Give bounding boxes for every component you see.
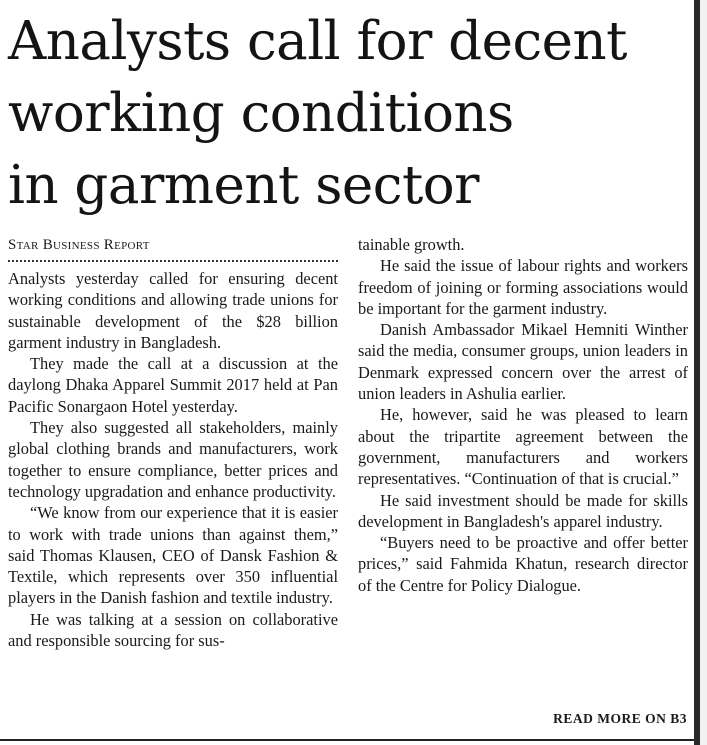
paragraph: Analysts yesterday called for ensuring decent working conditions and allowing trade unions for sustainable development of the $28 billion garment industry in Bangladesh. xyxy=(8,269,338,352)
read-more-link[interactable]: READ MORE ON B3 xyxy=(553,711,687,726)
paragraph: Danish Ambassador Mikael Hemniti Winther said the media, consumer groups, union leaders in Denmark expressed concern over the arrest of union leaders in Ashulia earlier. xyxy=(358,320,688,404)
paragraph: They also suggested all stakeholders, mainly global clothing brands and manufacturers, work together to ensure compliance, better prices and technology upgradation and enhance productivity. xyxy=(8,418,338,501)
paragraph: tainable growth. xyxy=(358,235,465,254)
headline-line-2: working conditions xyxy=(8,83,514,144)
dotted-divider xyxy=(8,260,338,262)
byline: Star Business Report xyxy=(8,237,150,253)
page-edge xyxy=(700,0,707,745)
paragraph: He said investment should be made for skills development in Bangladesh's apparel industry. xyxy=(358,490,688,531)
paragraph: He was talking at a session on collaborative and responsible sourcing for sus- xyxy=(8,609,338,651)
paragraph: “We know from our experience that it is easier to work with trade unions than against them,” said Thomas Klausen, CEO of Dansk Fashion & Textile, which represents over 350 influential players in the Danish fashion and textile industry. xyxy=(8,503,338,608)
paragraph: They made the call at a discussion at the daylong Dhaka Apparel Summit 2017 held at Pan Pacific Sonargaon Hotel yesterday. xyxy=(8,354,338,416)
headline xyxy=(8,6,688,222)
paragraph: He said the issue of labour rights and workers freedom of joining or forming associations would be important for the garment industry. xyxy=(358,256,688,318)
article-column-left xyxy=(8,234,338,651)
headline-line-3: in garment sector xyxy=(8,155,479,216)
headline-line-1: Analysts call for decent xyxy=(8,11,627,72)
paragraph: “Buyers need to be proactive and offer better prices,” said Fahmida Khatun, research director of the Centre for Policy Dialogue. xyxy=(358,533,688,595)
bottom-rule xyxy=(0,739,694,741)
paragraph: He, however, said he was pleased to learn about the tripartite agreement between the government, manufacturers and workers representatives. “Continuation of that is crucial.” xyxy=(358,405,688,489)
column-rule-right xyxy=(694,0,700,745)
article-column-right xyxy=(358,234,688,596)
